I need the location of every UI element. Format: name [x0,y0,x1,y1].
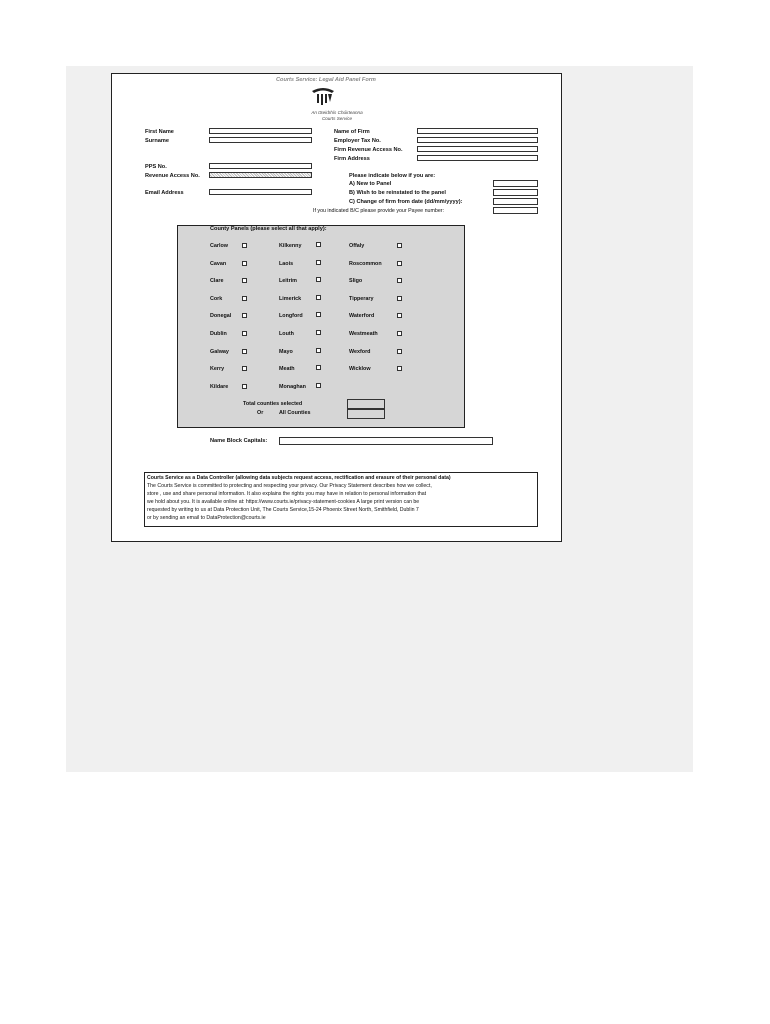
county-label: Leitrim [279,278,297,284]
county-label: Carlow [210,243,228,249]
county-checkbox-dublin[interactable] [242,331,247,336]
county-checkbox-leitrim[interactable] [316,277,321,282]
org-name-english: Courts Service [321,116,353,121]
firm-revenue-label: Firm Revenue Access No. [334,147,403,153]
privacy-line: we hold about you. It is available online at: https://www.courts.ie/privacy-statement-cookies A large print version can be [147,499,420,505]
payee-number-field[interactable] [493,207,538,214]
county-checkbox-cork[interactable] [242,296,247,301]
status-reinstated-label: B) Wish to be reinstated to the panel [349,190,446,196]
county-checkbox-clare[interactable] [242,278,247,283]
county-panels-box [177,225,465,428]
firm-name-field[interactable] [417,128,538,134]
employer-tax-field[interactable] [417,137,538,143]
total-counties-field[interactable] [347,399,385,409]
county-checkbox-wicklow[interactable] [397,366,402,371]
firm-address-field[interactable] [417,155,538,161]
revenue-access-field[interactable] [209,172,312,178]
privacy-statement-box [144,472,538,527]
county-label: Louth [279,331,294,337]
county-checkbox-mayo[interactable] [316,348,321,353]
first-name-field[interactable] [209,128,312,134]
county-checkbox-sligo[interactable] [397,278,402,283]
surname-field[interactable] [209,137,312,143]
county-checkbox-westmeath[interactable] [397,331,402,336]
privacy-line: or by sending an email to DataProtection@courts.ie [147,515,266,521]
county-label: Cavan [210,261,227,267]
status-reinstated-field[interactable] [493,189,538,196]
county-checkbox-roscommon[interactable] [397,261,402,266]
courts-service-logo-icon [310,86,336,106]
county-label: Meath [279,366,295,372]
employer-tax-label: Employer Tax No. [334,138,381,144]
status-prompt: Please indicate below if you are: [349,173,436,179]
all-counties-label: All Counties [279,410,311,416]
county-checkbox-wexford[interactable] [397,349,402,354]
name-block-capitals-label: Name Block Capitals: [210,438,268,444]
county-label: Mayo [279,349,293,355]
county-label: Tipperary [349,296,374,302]
county-checkbox-louth[interactable] [316,330,321,335]
payee-number-label: If you indicated B/C please provide your Payee number: [313,208,445,214]
privacy-line: store , use and share personal information. It also explains the rights you may have in relation to personal information that [147,491,427,497]
county-checkbox-laois[interactable] [316,260,321,265]
all-counties-field[interactable] [347,409,385,419]
county-label: Laois [279,261,294,267]
firm-address-label: Firm Address [334,156,370,162]
county-label: Cork [210,296,223,302]
first-name-label: First Name [145,129,174,135]
privacy-line: The Courts Service is committed to protecting and respecting your privacy. Our Privacy Statement describes how we collect, [147,483,432,489]
county-panels-heading: County Panels (please select all that apply): [210,226,327,232]
name-block-capitals-field[interactable] [279,437,493,445]
county-label: Offaly [349,243,365,249]
county-checkbox-tipperary[interactable] [397,296,402,301]
county-label: Kilkenny [279,243,302,249]
county-label: Limerick [279,296,302,302]
form-sheet [111,73,562,542]
county-label: Donegal [210,313,232,319]
county-checkbox-carlow[interactable] [242,243,247,248]
county-checkbox-waterford[interactable] [397,313,402,318]
county-checkbox-offaly[interactable] [397,243,402,248]
county-label: Kerry [210,366,225,372]
surname-label: Surname [145,138,169,144]
privacy-heading: Courts Service as a Data Controller (allowing data subjects request access, rectification and erasure of their personal data) [147,475,451,481]
county-checkbox-longford[interactable] [316,312,321,317]
county-checkbox-kilkenny[interactable] [316,242,321,247]
email-field[interactable] [209,189,312,195]
pps-label: PPS No. [145,164,167,170]
county-label: Dublin [210,331,227,337]
status-change-label: C) Change of firm from date (dd/mm/yyyy): [349,199,463,205]
county-label: Roscommon [349,261,382,267]
county-label: Monaghan [279,384,306,390]
firm-name-label: Name of Firm [334,129,370,135]
status-change-date-field[interactable] [493,198,538,205]
org-name-irish: An tSeirbhís Chúirteanna [311,110,363,115]
county-label: Clare [210,278,224,284]
county-checkbox-cavan[interactable] [242,261,247,266]
county-label: Galway [210,349,229,355]
email-label: Email Address [145,190,184,196]
firm-revenue-field[interactable] [417,146,538,152]
county-checkbox-monaghan[interactable] [316,383,321,388]
status-new-label: A) New to Panel [349,181,392,187]
county-label: Wexford [349,349,371,355]
county-checkbox-galway[interactable] [242,349,247,354]
county-label: Kildare [210,384,229,390]
county-label: Waterford [349,313,375,319]
form-title: Courts Service: Legal Aid Panel Form [276,77,376,83]
revenue-access-label: Revenue Access No. [145,173,200,179]
status-new-field[interactable] [493,180,538,187]
county-label: Longford [279,313,303,319]
county-checkbox-meath[interactable] [316,365,321,370]
county-label: Westmeath [349,331,378,337]
county-checkbox-donegal[interactable] [242,313,247,318]
or-label: Or [257,410,264,416]
county-label: Sligo [349,278,363,284]
county-checkbox-limerick[interactable] [316,295,321,300]
total-counties-label: Total counties selected [243,401,303,407]
county-checkbox-kerry[interactable] [242,366,247,371]
pps-field[interactable] [209,163,312,169]
county-checkbox-kildare[interactable] [242,384,247,389]
county-label: Wicklow [349,366,371,372]
privacy-line: requested by writing to us at Data Protection Unit, The Courts Service,15-24 Phoenix Street North, Smithfield, Dublin 7 [147,507,419,513]
